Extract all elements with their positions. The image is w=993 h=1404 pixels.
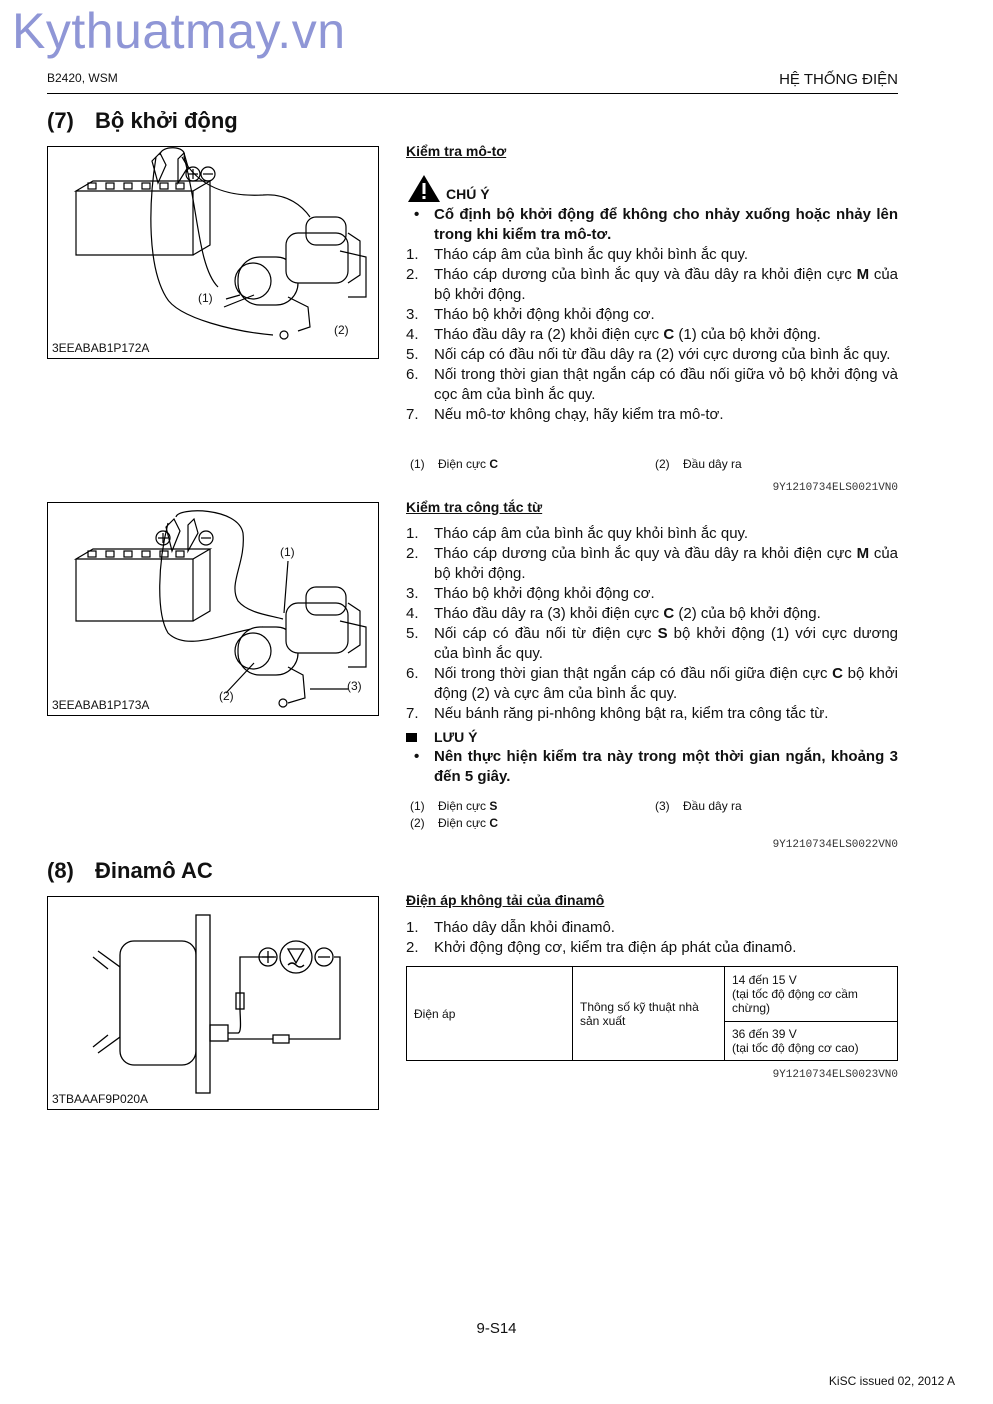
legend-number: (2) — [410, 816, 425, 830]
step-text-part: Nối cáp có đầu nối từ đầu dây ra (2) với cực dương của bình ắc quy. — [434, 346, 891, 363]
section-title-text: Bộ khởi động — [95, 108, 238, 133]
table-cell-value — [725, 967, 898, 1022]
step-text — [434, 265, 898, 305]
step-item — [406, 245, 898, 265]
figure-code: 3TBAAAF9P020A — [52, 1092, 149, 1106]
table-cell-spec: Thông số kỹ thuật nhà sản xuất — [573, 967, 725, 1061]
page-number: 9-S14 — [476, 1320, 517, 1337]
header-model: B2420, WSM — [47, 71, 118, 85]
alternator-steps — [406, 918, 898, 958]
step-terminal-label: M — [856, 545, 870, 562]
step-text — [434, 584, 898, 604]
step-text-part: Tháo bộ khởi động khỏi động cơ. — [434, 585, 655, 602]
step-number: 6. — [406, 366, 419, 383]
figure-code: 3EEABAB1P173A — [52, 698, 150, 712]
alternator-voltage-diagram — [48, 897, 378, 1109]
step-item — [406, 544, 898, 584]
step-text — [434, 664, 898, 704]
switch-test-steps — [406, 524, 898, 724]
alternator-spec-table — [406, 966, 898, 1061]
bullet-dot: • — [414, 748, 420, 765]
step-number: 1. — [406, 246, 419, 263]
step-item — [406, 265, 898, 305]
step-text — [434, 918, 898, 938]
step-item — [406, 918, 898, 938]
step-text-part: Nếu mô-tơ không chạy, hãy kiểm tra mô-tơ. — [434, 406, 724, 423]
step-number: 2. — [406, 545, 419, 562]
figure-motor-test — [47, 146, 379, 359]
step-text — [434, 524, 898, 544]
motor-test-legend — [410, 457, 898, 473]
legend-item — [655, 799, 742, 813]
legend-text: Đầu dây ra — [683, 457, 742, 471]
section-7-title — [47, 108, 238, 134]
legend-item — [410, 816, 498, 830]
step-text-part: bộ khởi động (1) với cực dương của bình ắc quy. — [434, 625, 899, 662]
figure-switch-test — [47, 502, 379, 716]
header-divider — [47, 93, 898, 94]
legend-item — [655, 457, 742, 471]
legend-text: Điện cực — [438, 816, 490, 830]
table-cell-value — [725, 1022, 898, 1061]
section-title-text: Đinamô AC — [95, 858, 213, 883]
step-number: 4. — [406, 326, 419, 343]
watermark: Kythuatmay.vn — [12, 3, 346, 59]
step-text-part: của bộ khởi động. — [434, 545, 899, 582]
step-text — [434, 405, 898, 425]
step-text — [434, 245, 898, 265]
step-text-part: Tháo đầu dây ra (3) khỏi điện cực — [434, 605, 664, 622]
step-text-part: Nối trong thời gian thật ngắn cáp có đầu nối giữa vỏ bộ khởi động và cọc âm của bình ắc quy. — [434, 366, 898, 403]
step-text-part: (2) của bộ khởi động. — [674, 605, 821, 622]
header-section: HỆ THỐNG ĐIỆN — [779, 71, 898, 88]
note-bullet — [406, 747, 898, 787]
step-number: 1. — [406, 525, 419, 542]
step-item — [406, 584, 898, 604]
figure-code: 3EEABAB1P172A — [52, 341, 150, 355]
legend-number: (1) — [410, 457, 425, 471]
note-label: LƯU Ý — [434, 729, 478, 745]
step-terminal-label: C — [832, 665, 843, 682]
section-number: (8) — [47, 858, 74, 883]
legend-number: (2) — [655, 457, 670, 471]
section-number: (7) — [47, 108, 74, 133]
legend-text: Điện cực — [438, 457, 490, 471]
callout-1: (1) — [280, 545, 295, 559]
step-text-part: của bộ khởi động. — [434, 266, 899, 303]
legend-bold: C — [489, 457, 499, 471]
step-terminal-label: S — [657, 625, 668, 642]
step-text-part: Nếu bánh răng pi-nhông không bật ra, kiểm tra công tắc từ. — [434, 705, 829, 722]
legend-bold: S — [489, 799, 498, 813]
step-text-part: Tháo bộ khởi động khỏi động cơ. — [434, 306, 655, 323]
switch-test-legend — [410, 799, 898, 833]
step-item — [406, 405, 898, 425]
doc-code: 9Y1210734ELS0021VN0 — [772, 482, 898, 494]
motor-test-heading: Kiểm tra mô-tơ — [406, 143, 507, 159]
step-item — [406, 624, 898, 664]
magnetic-switch-test-illustration — [48, 503, 378, 715]
value-2-note: (tại tốc độ động cơ cao) — [732, 1041, 859, 1055]
step-terminal-label: C — [663, 326, 675, 343]
step-number: 3. — [406, 585, 419, 602]
step-number: 5. — [406, 625, 419, 642]
step-number: 4. — [406, 605, 419, 622]
switch-test-heading: Kiểm tra công tắc từ — [406, 499, 543, 515]
step-text-part: Nối cáp có đầu nối từ điện cực — [434, 625, 658, 642]
step-text-part: Tháo cáp âm của bình ắc quy khỏi bình ắc quy. — [434, 246, 749, 263]
figure-alternator — [47, 896, 379, 1110]
warning-icon — [406, 173, 442, 203]
bullet-dot: • — [414, 206, 420, 223]
step-item — [406, 704, 898, 724]
step-text — [434, 938, 898, 958]
step-item — [406, 325, 898, 345]
step-item — [406, 524, 898, 544]
step-text — [434, 624, 898, 664]
callout-1: (1) — [198, 291, 213, 305]
step-number: 1. — [406, 919, 419, 936]
step-number: 3. — [406, 306, 419, 323]
step-terminal-label: M — [856, 266, 870, 283]
legend-number: (1) — [410, 799, 425, 813]
step-item — [406, 365, 898, 405]
callout-2: (2) — [334, 323, 349, 337]
doc-code: 9Y1210734ELS0023VN0 — [772, 1069, 898, 1081]
note-text: Nên thực hiện kiểm tra này trong một thời gian ngắn, khoảng 3 đến 5 giây. — [434, 748, 898, 785]
step-number: 5. — [406, 346, 419, 363]
caution-block — [406, 173, 898, 245]
note-block — [406, 729, 898, 787]
callout-2: (2) — [219, 689, 234, 703]
table-cell-label: Điện áp — [407, 967, 573, 1061]
step-number: 6. — [406, 665, 419, 682]
step-item — [406, 345, 898, 365]
note-square-icon — [406, 733, 417, 742]
value-1: 14 đến 15 V — [732, 973, 797, 987]
step-text — [434, 305, 898, 325]
step-text — [434, 544, 898, 584]
caution-text: Cố định bộ khởi động để không cho nhảy xuống hoặc nhảy lên trong khi kiểm tra mô-tơ. — [434, 206, 898, 243]
step-text — [434, 365, 898, 405]
legend-number: (3) — [655, 799, 670, 813]
step-number: 2. — [406, 939, 419, 956]
step-text-part: Tháo cáp dương của bình ắc quy và đầu dây ra khỏi điện cực — [434, 545, 857, 562]
value-1-note: (tại tốc độ động cơ cầm chừng) — [732, 987, 858, 1015]
doc-code: 9Y1210734ELS0022VN0 — [772, 839, 898, 851]
step-item — [406, 664, 898, 704]
step-text-part: Tháo đầu dây ra (2) khỏi điện cực — [434, 326, 664, 343]
starter-motor-test-illustration — [48, 147, 378, 358]
callout-3: (3) — [347, 679, 362, 693]
step-item — [406, 305, 898, 325]
step-terminal-label: C — [663, 605, 675, 622]
section-8-title — [47, 858, 213, 884]
step-text — [434, 604, 898, 624]
step-number: 7. — [406, 406, 419, 423]
motor-test-steps — [406, 245, 898, 425]
caution-bullet — [406, 205, 898, 245]
step-text-part: Tháo cáp dương của bình ắc quy và đầu dây ra khỏi điện cực — [434, 266, 857, 283]
legend-item — [410, 799, 497, 813]
step-text — [434, 325, 898, 345]
step-text-part: Khởi động động cơ, kiểm tra điện áp phát của đinamô. — [434, 939, 797, 956]
step-number: 7. — [406, 705, 419, 722]
legend-item — [410, 457, 498, 471]
legend-text: Điện cực — [438, 799, 490, 813]
alternator-heading: Điện áp không tải của đinamô — [406, 892, 605, 908]
step-text-part: (1) của bộ khởi động. — [674, 326, 821, 343]
step-number: 2. — [406, 266, 419, 283]
step-text-part: Tháo cáp âm của bình ắc quy khỏi bình ắc quy. — [434, 525, 749, 542]
step-text — [434, 704, 898, 724]
step-item — [406, 938, 898, 958]
issue-info: KiSC issued 02, 2012 A — [828, 1374, 955, 1388]
caution-label: CHÚ Ý — [446, 186, 490, 202]
step-text-part: Nối trong thời gian thật ngắn cáp có đầu nối giữa điện cực — [434, 665, 833, 682]
step-item — [406, 604, 898, 624]
legend-bold: C — [489, 816, 499, 830]
step-text-part: bộ khởi động (2) và cực âm của bình ắc quy. — [434, 665, 899, 702]
step-text — [434, 345, 898, 365]
step-text-part: Tháo dây dẫn khỏi đinamô. — [434, 919, 615, 936]
value-2: 36 đến 39 V — [732, 1027, 797, 1041]
legend-text: Đầu dây ra — [683, 799, 742, 813]
